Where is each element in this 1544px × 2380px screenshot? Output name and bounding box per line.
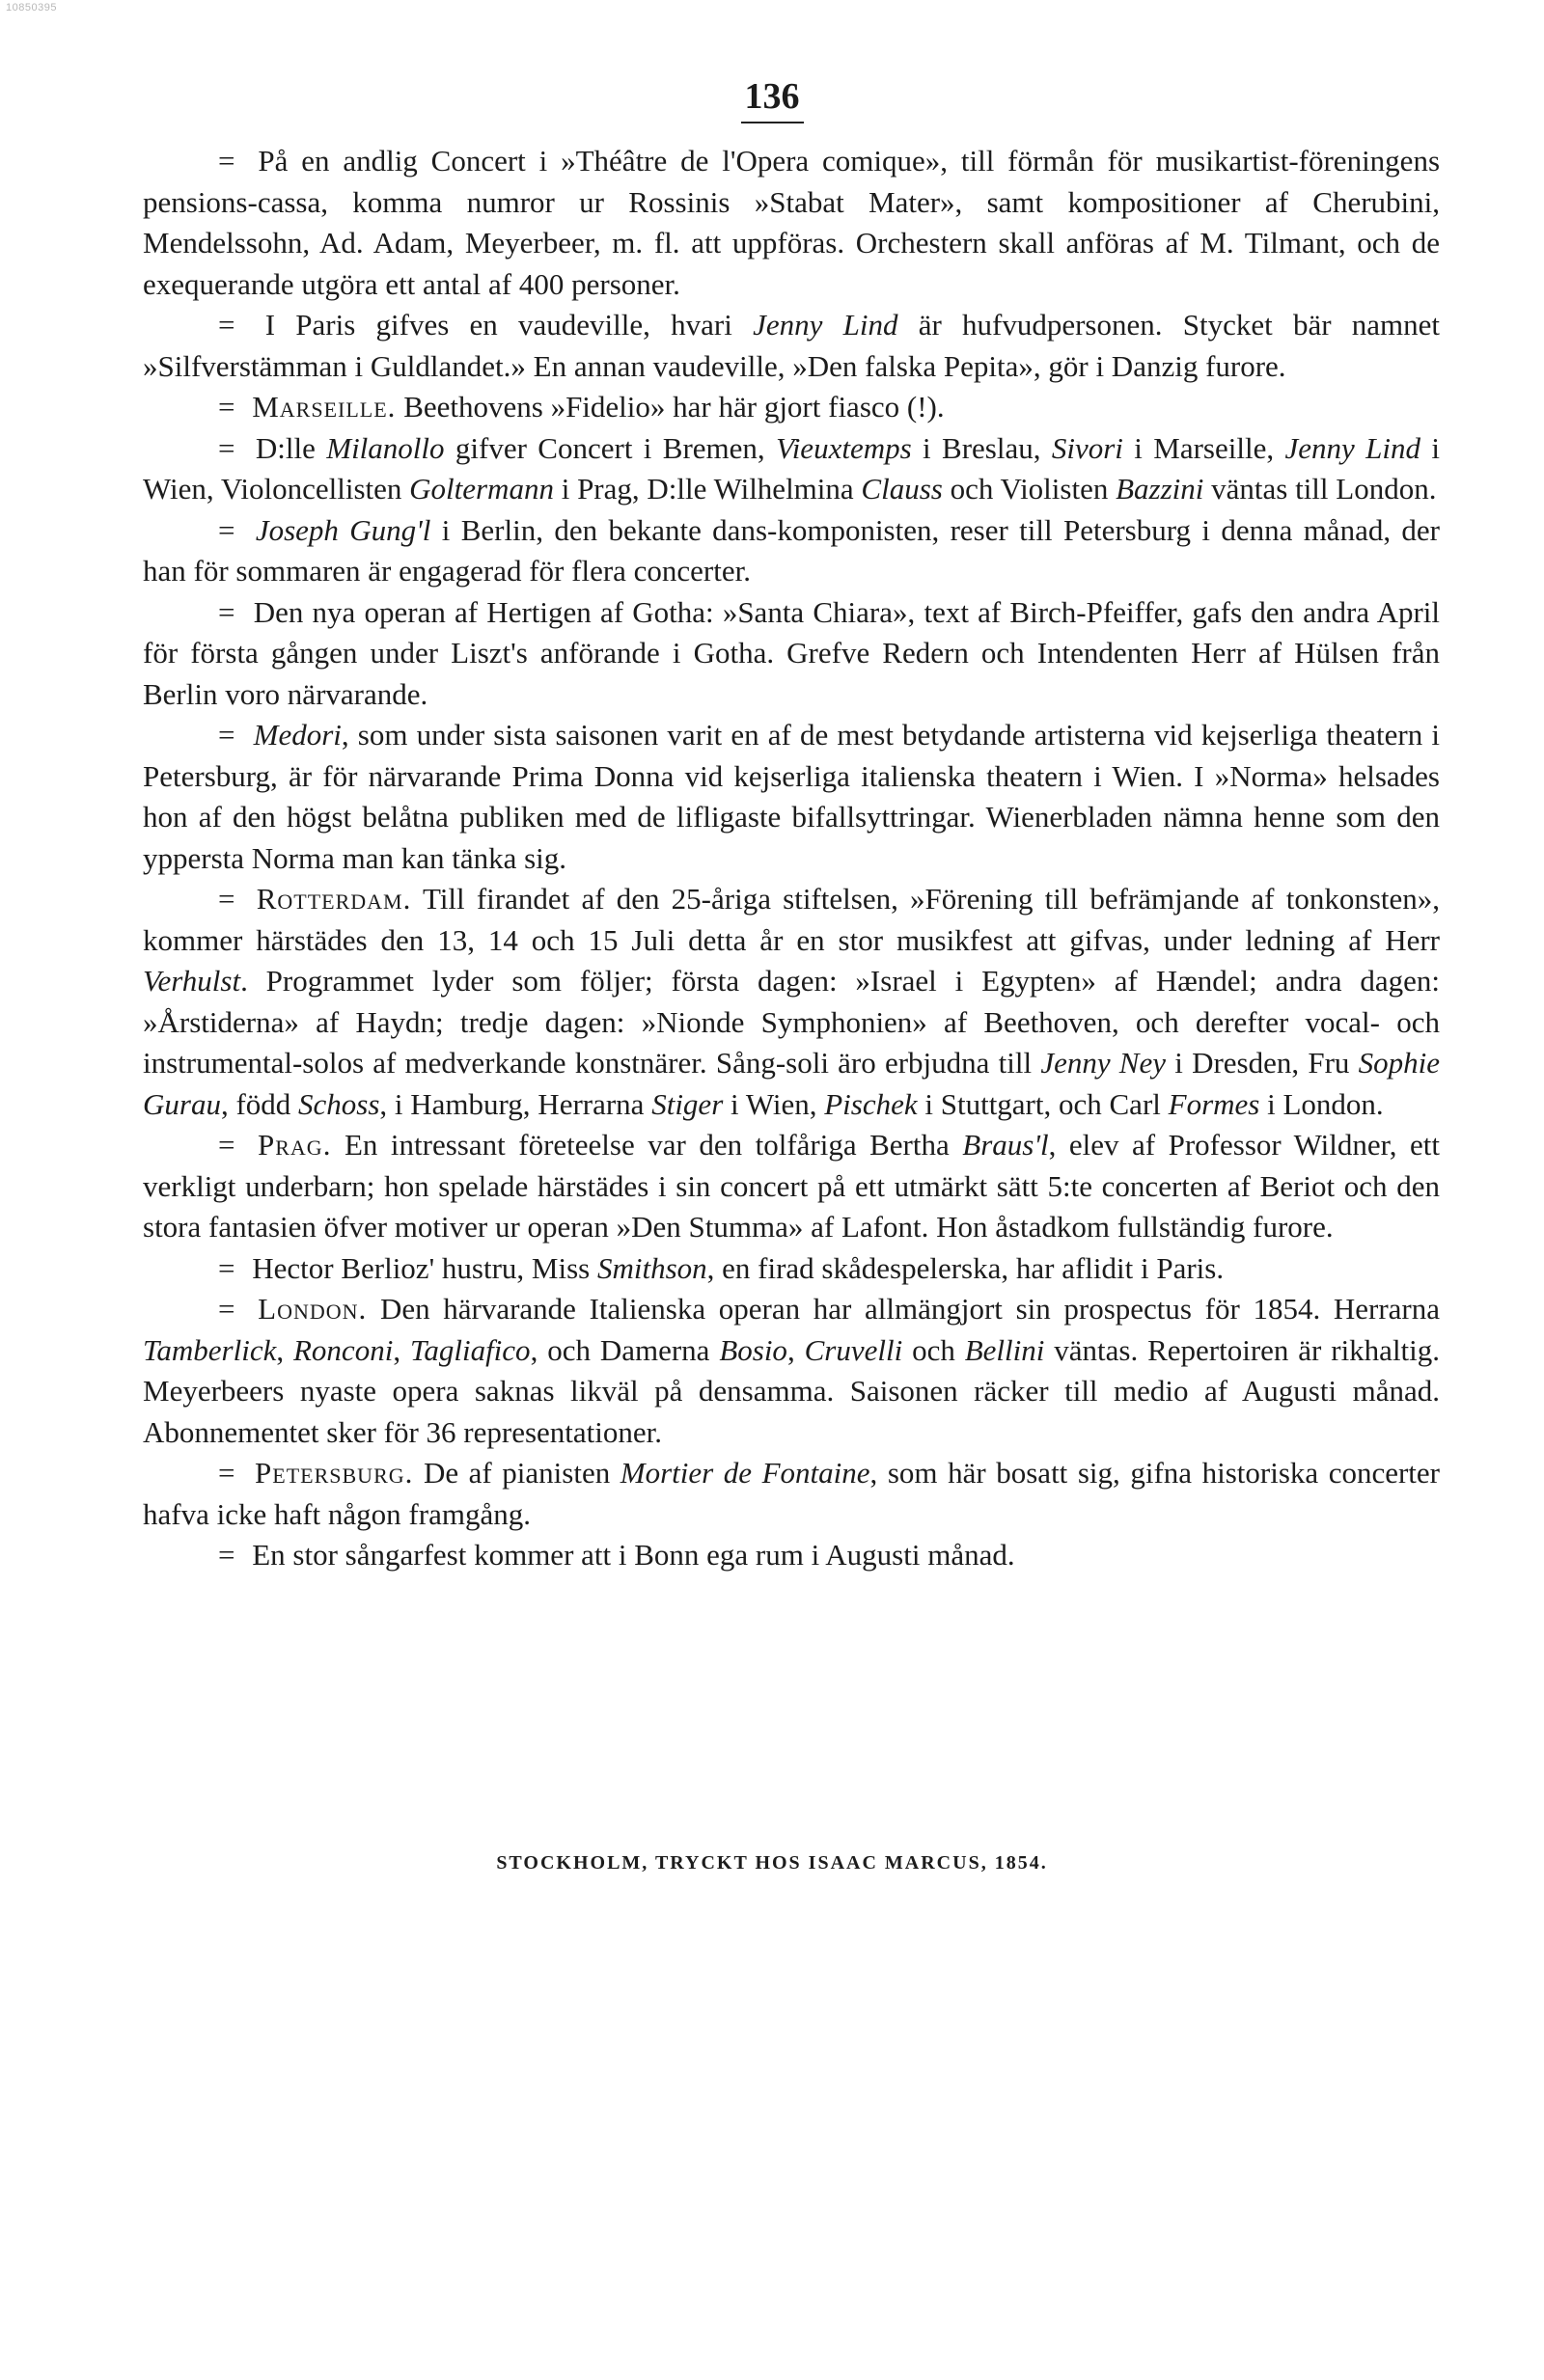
page-number-text: 136 [741, 75, 804, 123]
italic-name: Sophie Gurau [143, 1046, 1440, 1121]
item-separator: = [218, 1250, 243, 1285]
place-heading: Petersburg. [255, 1456, 414, 1490]
italic-name: Milanollo [326, 430, 445, 465]
text-run: i London. [1259, 1086, 1384, 1121]
text-run: , och Damerna [530, 1332, 720, 1367]
italic-name: Clauss [861, 472, 943, 506]
item-separator: = [218, 308, 256, 342]
italic-name: Bazzini [1116, 472, 1204, 506]
text-run: väntas till London. [1203, 472, 1437, 506]
italic-name: Jenny Ney [1040, 1046, 1167, 1080]
text-run: i Breslau, [911, 430, 1052, 465]
text-run: i Dresden, Fru [1166, 1046, 1359, 1080]
text-run: Till firandet af den 25-åriga stiftelsen, »Förening till befrämjande af tonkonsten», kommer härstädes den 13, 14 och 15 Juli detta år en stor musikfest att gifvas, under ledning af Herr [143, 882, 1441, 957]
italic-name: Cruvelli [804, 1332, 903, 1367]
text-run: , [393, 1332, 410, 1367]
place-heading: London. [258, 1292, 368, 1326]
italic-name: Formes [1168, 1086, 1260, 1121]
text-run: i Prag, D:lle Wilhelmina [553, 472, 862, 506]
italic-name: Joseph Gung'l [255, 512, 431, 547]
item-separator: = [218, 144, 249, 178]
news-item [143, 879, 1440, 1125]
italic-name: Pischek [824, 1086, 918, 1121]
news-item [143, 1453, 1440, 1535]
text-run: , i Hamburg, Herrarna [379, 1086, 652, 1121]
printer-imprint: STOCKHOLM, TRYCKT HOS ISAAC MARCUS, 1854. [496, 1852, 1048, 1874]
italic-name: Smithson [596, 1250, 707, 1285]
news-item [143, 715, 1440, 879]
text-run: i Marseille, [1122, 430, 1285, 465]
news-item [143, 1535, 1440, 1576]
text-run: är hufvudpersonen. Stycket bär namnet »Silfverstämman i Guldlandet.» En annan vaudeville, »Den falska Pepita», gör i Danzig furore. [143, 308, 1441, 383]
italic-name: Jenny Lind [753, 308, 898, 342]
text-run: i Berlin, den bekante dans-komponisten, reser till Petersburg i denna månad, der han för sommaren är engagerad för flera concerter. [143, 512, 1441, 588]
page-number [0, 75, 1544, 123]
news-item [143, 1125, 1440, 1248]
news-item [143, 1248, 1440, 1290]
text-run: På en andlig Concert i »Théâtre de l'Opera comique», till förmån för musikartist-föreningens pensions-cassa, komma numror ur Rossinis »Stabat Mater», samt kompositioner af Cherubini, Mendelssohn, Ad. Adam, Meyerbeer, m. fl. att uppföras. Orchestern skall anföras af M. Tilmant, och de exequerande utgöra ett antal af 400 personer. [143, 144, 1441, 301]
item-separator: = [218, 1292, 249, 1326]
text-run: De af pianisten [413, 1456, 620, 1490]
item-separator: = [218, 1456, 246, 1490]
text-run: , som här bosatt sig, gifna historiska concerter hafva icke haft någon framgång. [143, 1456, 1441, 1531]
italic-name: Medori [253, 718, 342, 752]
news-item [143, 1289, 1440, 1453]
item-separator: = [218, 430, 246, 465]
italic-name: Verhulst [143, 964, 241, 998]
item-separator: = [218, 390, 243, 424]
item-separator: = [218, 594, 244, 629]
italic-name: Ronconi [293, 1332, 394, 1367]
text-run: gifver Concert i Bremen, [444, 430, 777, 465]
news-item [143, 428, 1440, 510]
text-run: , [276, 1332, 293, 1367]
text-run: i Wien, Violoncellisten [143, 430, 1440, 506]
text-run: I Paris gifves en vaudeville, hvari [264, 308, 754, 342]
italic-name: Vieuxtemps [776, 430, 912, 465]
italic-name: Bellini [964, 1332, 1045, 1367]
text-run: , född [220, 1086, 299, 1121]
text-run: väntas. Repertoiren är rikhaltig. Meyerbeers nyaste opera saknas likväl på densamma. Saisonen räcker till medio af Augusti månad. Abonnementet sker för 36 representationer. [143, 1332, 1441, 1449]
news-item [143, 141, 1440, 305]
text-run: . Programmet lyder som följer; första dagen: »Israel i Egypten» af Hændel; andra dagen: »Årstiderna» af Haydn; tredje dagen: »Nionde Symphonien» af Beethoven, och derefter vocal- och instrumental-solos af medverkande konstnärer. Sång-soli äro erbjudna till [143, 964, 1440, 1080]
article-body [143, 141, 1440, 1576]
text-run: Hector Berlioz' hustru, Miss [252, 1250, 597, 1285]
italic-name: Stiger [651, 1086, 724, 1121]
place-heading: Rotterdam. [256, 882, 412, 916]
text-run: Den härvarande Italienska operan har allmängjort sin prospectus för 1854. Herrarna [367, 1292, 1440, 1326]
italic-name: Bosio [719, 1332, 787, 1367]
text-run: och [902, 1332, 965, 1367]
italic-name: Braus'l [962, 1128, 1049, 1162]
text-run: En stor sångarfest kommer att i Bonn ega rum i Augusti månad. [252, 1538, 1015, 1572]
news-item [143, 387, 1440, 428]
news-item [143, 592, 1440, 716]
italic-name: Tamberlick [143, 1332, 277, 1367]
news-item [143, 305, 1440, 387]
text-run: Beethovens »Fidelio» har här gjort fiasco (!). [396, 390, 945, 424]
place-heading: Prag. [258, 1128, 332, 1162]
italic-name: Mortier de Fontaine [620, 1456, 870, 1490]
italic-name: Jenny Lind [1284, 430, 1420, 465]
text-run: , elev af Professor Wildner, ett verkligt underbarn; hon spelade härstädes i sin concert på ett utmärkt sätt 5:te concerten af Beriot och den stora fantasien öfver motiver ur operan »Den Stumma» af Lafont. Hon åstadkom fullständig furore. [143, 1128, 1440, 1244]
item-separator: = [218, 512, 246, 547]
item-separator: = [218, 882, 247, 916]
italic-name: Tagliafico [409, 1332, 531, 1367]
scan-identifier: 10850395 [6, 2, 57, 14]
text-run: D:lle [255, 430, 327, 465]
item-separator: = [218, 718, 244, 752]
item-separator: = [218, 1128, 248, 1162]
italic-name: Schoss [298, 1086, 380, 1121]
text-run: , en firad skådespelerska, har aflidit i Paris. [706, 1250, 1225, 1285]
text-run: En intressant företeelse var den tolfåriga Bertha [331, 1128, 963, 1162]
text-run: och Violisten [942, 472, 1117, 506]
news-item [143, 510, 1440, 592]
place-heading: Marseille. [252, 390, 397, 424]
text-run: , som under sista saisonen varit en af de mest betydande artisterna vid kejserliga theatern i Petersburg, är för närvarande Prima Donna vid kejserliga italienska theatern i Wien. I »Norma» helsades hon af den högst belåtna publiken med de lifligaste bifallsyttringar. Wienerbladen nämna henne som den yppersta Norma man kan tänka sig. [143, 718, 1440, 875]
text-run: , [786, 1332, 805, 1367]
text-run: i Wien, [723, 1086, 825, 1121]
italic-name: Sivori [1051, 430, 1123, 465]
text-run: i Stuttgart, och Carl [917, 1086, 1169, 1121]
item-separator: = [218, 1538, 243, 1572]
text-run: Den nya operan af Hertigen af Gotha: »Santa Chiara», text af Birch-Pfeiffer, gafs den andra April för första gången under Liszt's anförande i Gotha. Grefve Redern och Intendenten Herr af Hülsen från Berlin voro närvarande. [143, 594, 1441, 711]
italic-name: Goltermann [409, 472, 554, 506]
